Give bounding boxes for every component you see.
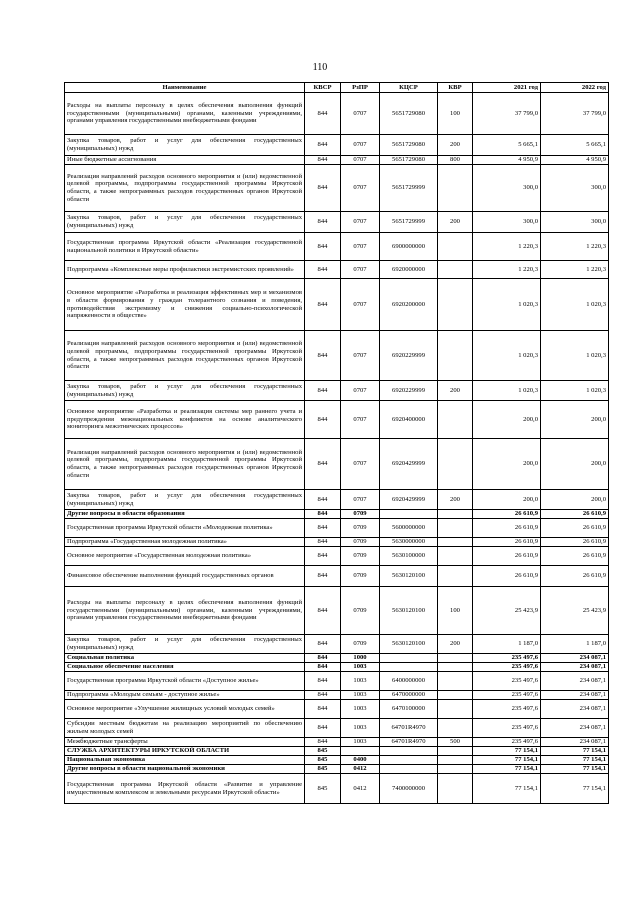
row-kvsr: 844 [305, 538, 341, 547]
row-kvr: 200 [438, 381, 473, 401]
row-name: Закупка товаров, работ и услуг для обеспечения государственных (муниципальных) нужд [65, 490, 305, 510]
row-2021: 77 154,1 [473, 756, 541, 765]
row-rzpr: 1003 [341, 738, 380, 747]
table-row [65, 587, 609, 635]
row-2022: 26 610,9 [541, 538, 609, 547]
row-rzpr: 0707 [341, 331, 380, 381]
row-2022: 234 087,1 [541, 719, 609, 738]
row-name: Иные бюджетные ассигнования [65, 156, 305, 165]
row-kvr: 800 [438, 156, 473, 165]
row-kvsr: 845 [305, 747, 341, 756]
header-kcsr: КЦСР [380, 83, 438, 93]
row-rzpr: 0707 [341, 401, 380, 439]
row-2022: 234 087,1 [541, 663, 609, 672]
row-rzpr: 0707 [341, 156, 380, 165]
row-name: Реализация направлений расходов основного мероприятия и (или) ведомственной целевой программы, подпрограммы государственной программы Иркутской области, а также непрограммных расходов государственных органов Иркутской области [65, 439, 305, 490]
row-rzpr: 1003 [341, 719, 380, 738]
table-row [65, 538, 609, 547]
row-rzpr: 0707 [341, 490, 380, 510]
row-kvr [438, 719, 473, 738]
row-name: Субсидии местным бюджетам на реализацию мероприятий по обеспечению жильем молодых семей [65, 719, 305, 738]
row-kvsr: 844 [305, 635, 341, 654]
table-row [65, 672, 609, 691]
row-kcsr: 5651729999 [380, 212, 438, 233]
row-rzpr: 0709 [341, 510, 380, 519]
table-row [65, 165, 609, 212]
row-2021: 77 154,1 [473, 765, 541, 774]
row-rzpr: 1003 [341, 672, 380, 691]
row-rzpr: 0412 [341, 774, 380, 804]
table-row [65, 747, 609, 756]
row-name: СЛУЖБА АРХИТЕКТУРЫ ИРКУТСКОЙ ОБЛАСТИ [65, 747, 305, 756]
row-2021: 235 497,6 [473, 719, 541, 738]
header-kvsr: КВСР [305, 83, 341, 93]
row-rzpr: 0709 [341, 587, 380, 635]
row-2021: 1 187,0 [473, 635, 541, 654]
row-name: Подпрограмма «Молодым семьям - доступное жилье» [65, 691, 305, 700]
row-kvsr: 844 [305, 654, 341, 663]
table-row [65, 547, 609, 566]
row-2022: 25 423,9 [541, 587, 609, 635]
row-kvsr: 844 [305, 719, 341, 738]
row-name: Закупка товаров, работ и услуг для обеспечения государственных (муниципальных) нужд [65, 135, 305, 156]
row-rzpr: 0707 [341, 93, 380, 135]
row-kcsr [380, 510, 438, 519]
table-row [65, 401, 609, 439]
row-2022: 1 020,3 [541, 279, 609, 331]
row-kvr: 500 [438, 738, 473, 747]
table-row [65, 635, 609, 654]
table-row [65, 765, 609, 774]
row-2022: 1 020,3 [541, 331, 609, 381]
row-2022: 200,0 [541, 439, 609, 490]
row-kvr [438, 261, 473, 279]
row-kcsr: 5651729999 [380, 165, 438, 212]
row-rzpr: 0707 [341, 279, 380, 331]
row-name: Расходы на выплаты персоналу в целях обеспечения выполнения функций государственными (муниципальными) органами, казенными учреждениями, органами управления государственными внебюджетными фондами [65, 587, 305, 635]
row-rzpr: 0709 [341, 547, 380, 566]
row-kvr [438, 510, 473, 519]
row-rzpr: 0707 [341, 135, 380, 156]
row-name: Основное мероприятие «Улучшение жилищных условий молодых семей» [65, 700, 305, 719]
row-2021: 200,0 [473, 490, 541, 510]
row-rzpr: 1003 [341, 691, 380, 700]
table-row [65, 490, 609, 510]
row-kcsr [380, 765, 438, 774]
row-2021: 26 610,9 [473, 538, 541, 547]
row-rzpr: 1000 [341, 654, 380, 663]
row-rzpr: 0707 [341, 381, 380, 401]
row-2021: 200,0 [473, 401, 541, 439]
row-name: Межбюджетные трансферты [65, 738, 305, 747]
row-2022: 26 610,9 [541, 519, 609, 538]
table-header-row [65, 83, 609, 93]
table-row [65, 719, 609, 738]
row-2022: 5 665,1 [541, 135, 609, 156]
table-row [65, 93, 609, 135]
row-kvsr: 844 [305, 381, 341, 401]
table-row [65, 233, 609, 261]
row-kvr [438, 401, 473, 439]
table-row [65, 381, 609, 401]
row-name: Подпрограмма «Комплексные меры профилактики экстремистских проявлений» [65, 261, 305, 279]
row-kvsr: 844 [305, 519, 341, 538]
row-kcsr: 6920229999 [380, 381, 438, 401]
row-2021: 77 154,1 [473, 747, 541, 756]
row-kvr: 200 [438, 135, 473, 156]
table-row [65, 700, 609, 719]
row-2022: 300,0 [541, 212, 609, 233]
row-kvsr: 844 [305, 165, 341, 212]
row-2021: 1 220,3 [473, 261, 541, 279]
row-kvr: 200 [438, 490, 473, 510]
table-row [65, 135, 609, 156]
row-2022: 4 950,9 [541, 156, 609, 165]
row-kvsr: 844 [305, 261, 341, 279]
row-2021: 1 020,3 [473, 331, 541, 381]
table-row [65, 756, 609, 765]
row-kvsr: 844 [305, 566, 341, 587]
row-kvr: 100 [438, 93, 473, 135]
row-name: Финансовое обеспечение выполнения функций государственных органов [65, 566, 305, 587]
row-kcsr: 5630100000 [380, 547, 438, 566]
row-name: Другие вопросы в области образования [65, 510, 305, 519]
row-kcsr: 5630000000 [380, 538, 438, 547]
row-rzpr: 0707 [341, 165, 380, 212]
row-name: Социальная политика [65, 654, 305, 663]
row-rzpr: 0707 [341, 233, 380, 261]
row-rzpr: 1003 [341, 663, 380, 672]
row-2021: 1 020,3 [473, 279, 541, 331]
header-name: Наименование [65, 83, 305, 93]
row-2021: 4 950,9 [473, 156, 541, 165]
row-kvr [438, 654, 473, 663]
row-kvsr: 844 [305, 663, 341, 672]
row-kvr [438, 519, 473, 538]
row-2021: 235 497,6 [473, 672, 541, 691]
row-2021: 26 610,9 [473, 547, 541, 566]
row-rzpr: 0709 [341, 538, 380, 547]
row-kvsr: 844 [305, 135, 341, 156]
row-kvsr: 844 [305, 700, 341, 719]
row-name: Расходы на выплаты персоналу в целях обеспечения выполнения функций государственными (муниципальными) органами, казенными учреждениями, органами управления государственными внебюджетными фондами [65, 93, 305, 135]
row-2022: 1 187,0 [541, 635, 609, 654]
row-kvr: 100 [438, 587, 473, 635]
row-2021: 26 610,9 [473, 566, 541, 587]
row-kvr [438, 165, 473, 212]
row-2022: 200,0 [541, 490, 609, 510]
row-kvr [438, 279, 473, 331]
table-row [65, 663, 609, 672]
row-rzpr: 0707 [341, 212, 380, 233]
row-2022: 26 610,9 [541, 510, 609, 519]
row-name: Государственная программа Иркутской области «Развитие и управление имущественным комплексом и земельными ресурсами Иркутской области» [65, 774, 305, 804]
row-kvsr: 844 [305, 510, 341, 519]
row-rzpr: 0707 [341, 439, 380, 490]
row-name: Реализация направлений расходов основного мероприятия и (или) ведомственной целевой программы, подпрограммы государственной программы Иркутской области, а также непрограммных расходов государственных органов Иркутской области [65, 165, 305, 212]
table-row [65, 738, 609, 747]
table-body [65, 93, 609, 804]
row-kcsr: 6900000000 [380, 233, 438, 261]
row-name: Государственная программа Иркутской области «Молодежная политика» [65, 519, 305, 538]
row-kvr [438, 774, 473, 804]
row-name: Реализация направлений расходов основного мероприятия и (или) ведомственной целевой программы, подпрограммы государственной программы Иркутской области, а также непрограммных расходов государственных органов Иркутской области [65, 331, 305, 381]
table-row [65, 331, 609, 381]
row-kvr [438, 747, 473, 756]
row-2021: 1 220,3 [473, 233, 541, 261]
row-2022: 77 154,1 [541, 774, 609, 804]
row-kcsr: 6400000000 [380, 672, 438, 691]
row-2022: 1 220,3 [541, 233, 609, 261]
row-rzpr: 1003 [341, 700, 380, 719]
table-row [65, 774, 609, 804]
row-name: Социальное обеспечение населения [65, 663, 305, 672]
row-kvr [438, 672, 473, 691]
row-2021: 235 497,6 [473, 691, 541, 700]
row-kvsr: 844 [305, 672, 341, 691]
row-kcsr: 5600000000 [380, 519, 438, 538]
row-kvsr: 844 [305, 233, 341, 261]
row-kcsr: 6920229999 [380, 331, 438, 381]
row-2022: 234 087,1 [541, 672, 609, 691]
table-row [65, 510, 609, 519]
row-kvr [438, 233, 473, 261]
table-row [65, 279, 609, 331]
row-kvr: 200 [438, 635, 473, 654]
row-rzpr: 0707 [341, 261, 380, 279]
header-2022: 2022 год [541, 83, 609, 93]
row-name: Основное мероприятие «Государственная молодежная политика» [65, 547, 305, 566]
row-kvsr: 845 [305, 765, 341, 774]
row-rzpr: 0400 [341, 756, 380, 765]
row-rzpr: 0709 [341, 519, 380, 538]
row-name: Национальная экономика [65, 756, 305, 765]
row-2021: 1 020,3 [473, 381, 541, 401]
row-kvsr: 844 [305, 279, 341, 331]
row-2021: 5 665,1 [473, 135, 541, 156]
row-name: Государственная программа Иркутской области «Доступное жилье» [65, 672, 305, 691]
row-kcsr: 6920400000 [380, 401, 438, 439]
row-kcsr [380, 654, 438, 663]
header-rzpr: РзПР [341, 83, 380, 93]
row-kcsr [380, 756, 438, 765]
table-row [65, 654, 609, 663]
table-row [65, 519, 609, 538]
row-2021: 300,0 [473, 165, 541, 212]
row-2021: 235 497,6 [473, 738, 541, 747]
row-kvr [438, 566, 473, 587]
row-kcsr: 5630120100 [380, 635, 438, 654]
row-kvsr: 844 [305, 691, 341, 700]
page-number: 110 [312, 62, 328, 73]
row-kvsr: 844 [305, 93, 341, 135]
row-2021: 235 497,6 [473, 700, 541, 719]
row-kvsr: 844 [305, 587, 341, 635]
row-kcsr: 6470000000 [380, 691, 438, 700]
row-kvr [438, 547, 473, 566]
row-kvsr: 844 [305, 547, 341, 566]
table-row [65, 566, 609, 587]
row-2022: 77 154,1 [541, 765, 609, 774]
table-row [65, 439, 609, 490]
row-2021: 37 799,0 [473, 93, 541, 135]
header-2021: 2021 год [473, 83, 541, 93]
row-kcsr [380, 747, 438, 756]
row-rzpr: 0709 [341, 566, 380, 587]
row-2022: 300,0 [541, 165, 609, 212]
row-kcsr: 5651729080 [380, 156, 438, 165]
table-row [65, 261, 609, 279]
table-row [65, 156, 609, 165]
row-name: Закупка товаров, работ и услуг для обеспечения государственных (муниципальных) нужд [65, 635, 305, 654]
row-kvsr: 845 [305, 774, 341, 804]
row-2021: 26 610,9 [473, 519, 541, 538]
row-kcsr: 64701R4970 [380, 738, 438, 747]
row-2021: 26 610,9 [473, 510, 541, 519]
row-kvr [438, 538, 473, 547]
row-2022: 234 087,1 [541, 654, 609, 663]
row-kvsr: 844 [305, 212, 341, 233]
row-2022: 26 610,9 [541, 547, 609, 566]
header-kvr: КВР [438, 83, 473, 93]
row-2021: 235 497,6 [473, 663, 541, 672]
row-name: Закупка товаров, работ и услуг для обеспечения государственных (муниципальных) нужд [65, 381, 305, 401]
row-kcsr: 6920429999 [380, 490, 438, 510]
row-name: Основное мероприятие «Разработка и реализация эффективных мер и механизмов в области формирования у граждан толерантного сознания и поведения, противодействия экстремизму и снижения социально-психологической напряженности в обществе» [65, 279, 305, 331]
row-2022: 234 087,1 [541, 738, 609, 747]
table-row [65, 691, 609, 700]
row-kvr [438, 663, 473, 672]
row-kvr: 200 [438, 212, 473, 233]
row-kvsr: 845 [305, 756, 341, 765]
row-kcsr: 7400000000 [380, 774, 438, 804]
row-2022: 234 087,1 [541, 700, 609, 719]
row-kvsr: 844 [305, 156, 341, 165]
row-kcsr: 5630120100 [380, 587, 438, 635]
row-kvr [438, 691, 473, 700]
row-kvsr: 844 [305, 439, 341, 490]
row-2021: 200,0 [473, 439, 541, 490]
row-kcsr: 6920429999 [380, 439, 438, 490]
row-2022: 26 610,9 [541, 566, 609, 587]
row-2021: 77 154,1 [473, 774, 541, 804]
row-kvr [438, 700, 473, 719]
row-2022: 200,0 [541, 401, 609, 439]
row-kcsr: 64701R4970 [380, 719, 438, 738]
row-2022: 1 220,3 [541, 261, 609, 279]
row-rzpr: 0709 [341, 635, 380, 654]
row-name: Подпрограмма «Государственная молодежная политика» [65, 538, 305, 547]
row-kcsr: 6470100000 [380, 700, 438, 719]
row-kvsr: 844 [305, 331, 341, 381]
row-kcsr: 6920000000 [380, 261, 438, 279]
row-kvsr: 844 [305, 401, 341, 439]
row-kcsr: 6920200000 [380, 279, 438, 331]
row-kvr [438, 756, 473, 765]
row-name: Основное мероприятие «Разработка и реализация системы мер раннего учета и предупреждения межнациональных конфликтов на основе аналитического мониторинга межэтнических процессов» [65, 401, 305, 439]
row-kcsr [380, 663, 438, 672]
row-2021: 25 423,9 [473, 587, 541, 635]
row-kcsr: 5630120100 [380, 566, 438, 587]
row-kvr [438, 331, 473, 381]
row-2022: 1 020,3 [541, 381, 609, 401]
row-2022: 77 154,1 [541, 747, 609, 756]
row-kvsr: 844 [305, 490, 341, 510]
row-name: Закупка товаров, работ и услуг для обеспечения государственных (муниципальных) нужд [65, 212, 305, 233]
row-kcsr: 5651729080 [380, 93, 438, 135]
row-2022: 77 154,1 [541, 756, 609, 765]
row-kvr [438, 765, 473, 774]
table-row [65, 212, 609, 233]
row-2021: 235 497,6 [473, 654, 541, 663]
row-kvsr: 844 [305, 738, 341, 747]
row-rzpr [341, 747, 380, 756]
row-name: Государственная программа Иркутской области «Реализация государственной национальной политики в Иркутской области» [65, 233, 305, 261]
row-2022: 234 087,1 [541, 691, 609, 700]
row-name: Другие вопросы в области национальной экономики [65, 765, 305, 774]
row-2022: 37 799,0 [541, 93, 609, 135]
row-kvr [438, 439, 473, 490]
row-kcsr: 5651729080 [380, 135, 438, 156]
budget-table [64, 82, 609, 804]
row-rzpr: 0412 [341, 765, 380, 774]
row-2021: 300,0 [473, 212, 541, 233]
